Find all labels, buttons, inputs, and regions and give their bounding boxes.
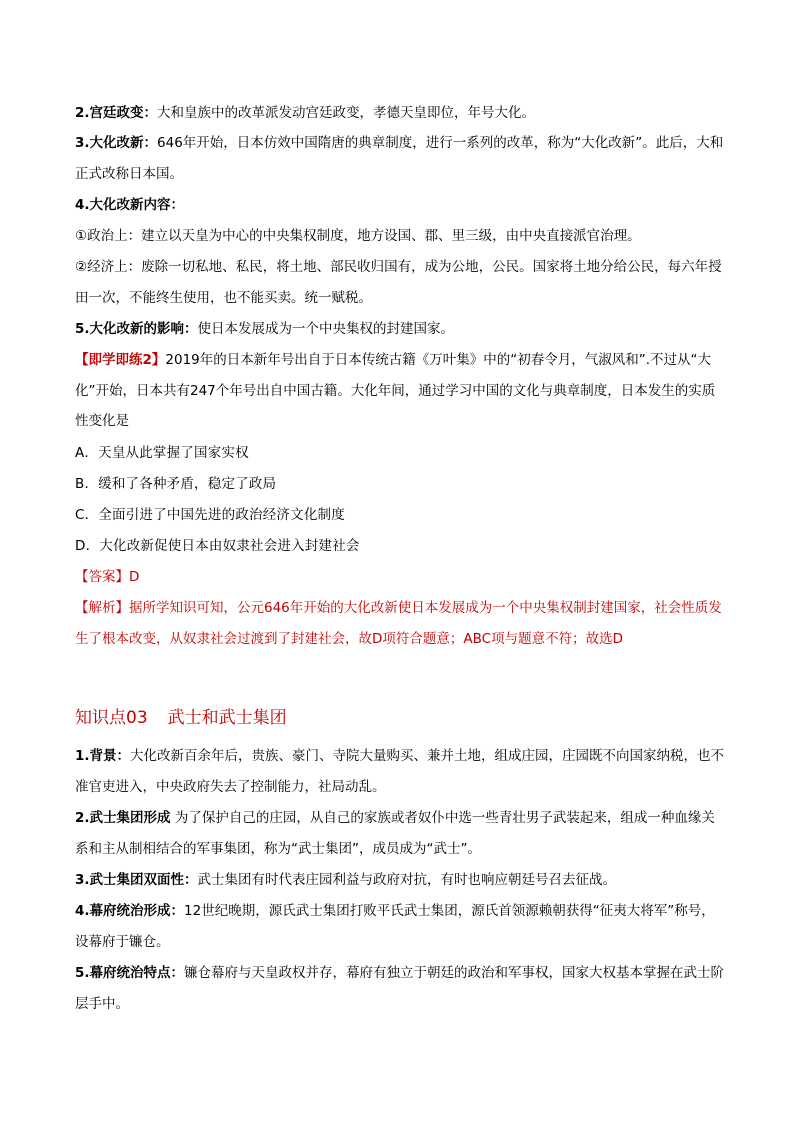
politics-text: ①政治上：建立以天皇为中心的中央集权制度，地方设国、郡、里三级，由中央直接派官治理。: [75, 228, 641, 244]
paragraph-palace-coup: [75, 98, 725, 129]
item-label: 3.大化改新：: [75, 135, 158, 151]
document-page: [75, 0, 725, 1123]
item-text: 镰仓幕府与天皇政权并存，幕府有独立于朝廷的政治和军事权，国家大权基本掌握在武士阶层手中。: [75, 965, 725, 1012]
item-text: 646年开始，日本仿效中国隋唐的典章制度，进行一系列的改革，称为“大化改新”。此后，大和正式改称日本国。: [75, 135, 724, 182]
paragraph-politics: [75, 221, 725, 252]
section-heading: [75, 703, 725, 733]
item-label: 2.武士集团形成: [75, 810, 171, 826]
item-label: 5.大化改新的影响：: [75, 321, 198, 337]
paragraph-samurai-duality: [75, 865, 725, 896]
option-text: D．大化改新促使日本由奴隶社会进入封建社会: [75, 538, 360, 554]
item-label: 5.幕府统治特点：: [75, 965, 185, 981]
option-text: A．天皇从此掌握了国家实权: [75, 445, 249, 461]
item-label: 2.宫廷政变：: [75, 105, 158, 121]
paragraph-shogunate-features: [75, 958, 725, 1019]
item-label: 1.背景：: [75, 748, 131, 764]
item-label: 4.幕府统治形成：: [75, 903, 185, 919]
answer-line: [75, 562, 725, 593]
economy-text: ②经济上：废除一切私地、私民，将土地、部民收归国有，成为公地，公民。国家将土地分给公民，每六年授田一次，不能终生使用，也不能买卖。统一赋税。: [75, 259, 722, 306]
option-text: C．全面引进了中国先进的政治经济文化制度: [75, 507, 345, 523]
paragraph-samurai-formation: [75, 803, 725, 864]
paragraph-economy: [75, 252, 725, 313]
answer-value: D: [129, 569, 140, 585]
paragraph-shogunate-formation: [75, 896, 725, 957]
item-label: 3.武士集团双面性：: [75, 872, 198, 888]
item-text: 为了保护自己的庄园，从自己的家族或者奴仆中选一些青壮男子武装起来，组成一种血缘关系和主从制相结合的军事集团，称为“武士集团”，成员成为“武士”。: [75, 810, 715, 857]
item-text: 大化改新百余年后，贵族、豪门、寺院大量购买、兼并土地，组成庄园，庄园既不向国家纳税，也不准官吏进入，中央政府失去了控制能力，社局动乱。: [75, 748, 725, 795]
paragraph-reform-content-heading: [75, 190, 725, 221]
option-d: [75, 531, 725, 562]
paragraph-background: [75, 741, 725, 802]
option-b: [75, 469, 725, 500]
option-c: [75, 500, 725, 531]
item-text: 12世纪晚期，源氏武士集团打败平氏武士集团，源氏首领源赖朝获得“征夷大将军”称号，设幕府于镰仓。: [75, 903, 715, 950]
option-a: [75, 438, 725, 469]
item-text: 武士集团有时代表庄园利益与政府对抗，有时也响应朝廷号召去征战。: [197, 872, 617, 888]
item-label: 4.大化改新内容：: [75, 197, 185, 213]
item-text: 大和皇族中的改革派发动宫廷政变，孝德天皇即位，年号大化。: [157, 105, 536, 121]
answer-tag: 【答案】: [75, 569, 129, 585]
analysis-text: 据所学知识可知，公元646年开始的大化改新使日本发展成为一个中央集权制封建国家，社会性质发生了根本改变，从奴隶社会过渡到了封建社会，故D项符合题意；ABC项与题意不符；故选D: [75, 600, 722, 647]
section-number: 知识点03: [75, 708, 148, 728]
item-text: 使日本发展成为一个中央集权的封建国家。: [197, 321, 455, 337]
section-title: 武士和武士集团: [167, 708, 287, 728]
option-text: B．缓和了各种矛盾，稳定了政局: [75, 476, 277, 492]
paragraph-taika-reform: [75, 128, 725, 189]
analysis-paragraph: [75, 593, 725, 654]
question-text: 2019年的日本新年号出自于日本传统古籍《万叶集》中的“初春令月，气淑风和”.不过从“大化”开始，日本共有247个年号出自中国古籍。大化年间，通过学习中国的文化与典章制度，日本发生的实质性变化是: [75, 352, 716, 429]
paragraph-reform-influence: [75, 314, 725, 345]
practice-question: [75, 345, 725, 437]
practice-tag: 【即学即练2】: [75, 352, 166, 368]
analysis-tag: 【解析】: [75, 600, 129, 616]
